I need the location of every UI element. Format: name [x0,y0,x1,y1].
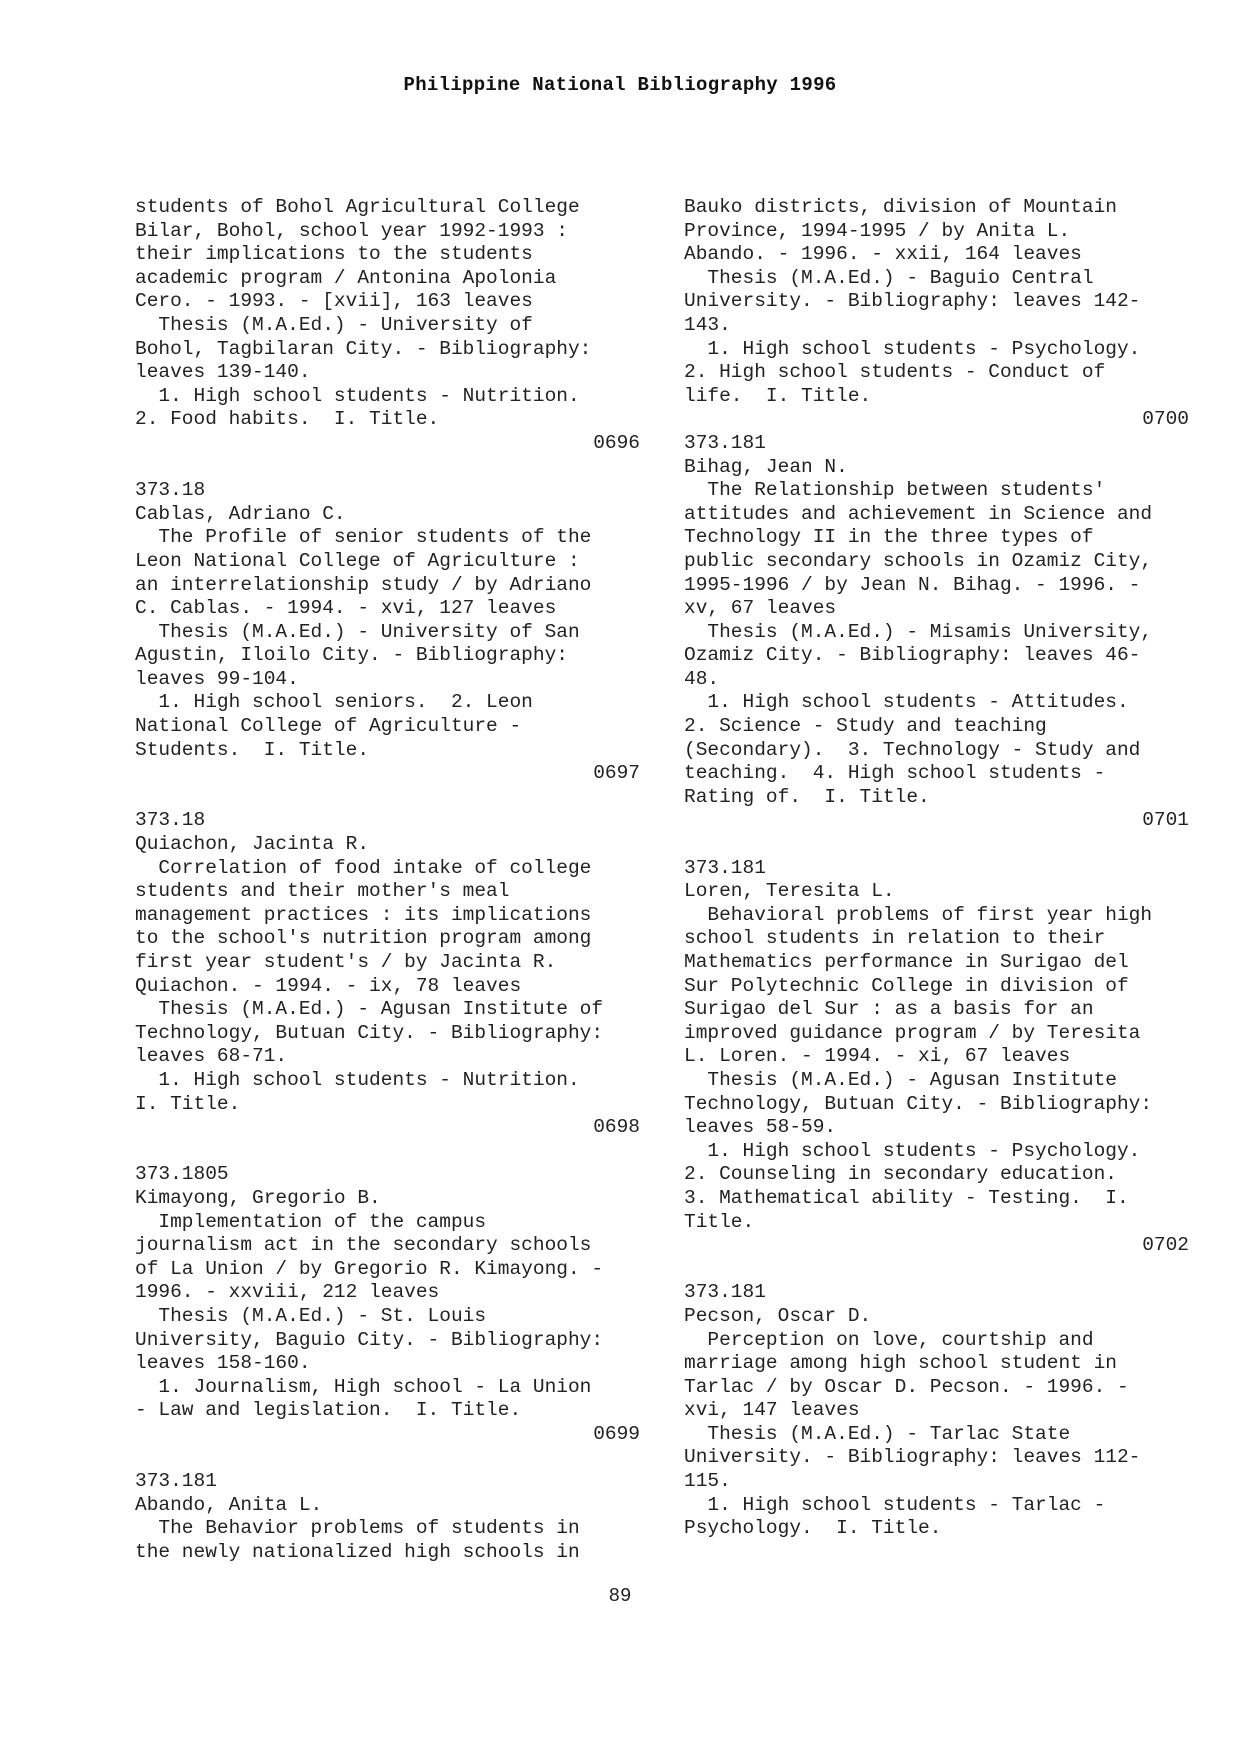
entry-line: an interrelationship study / by Adriano [135,573,592,596]
entry-line: Abando, Anita L. [135,1493,323,1516]
entry-line: leaves 158-160. [135,1352,311,1375]
entry-line: I. Title. [135,1092,241,1115]
entry-line: 1. Journalism, High school - La Union [135,1375,592,1398]
entry-line: their implications to the students [135,243,533,266]
entry-line: Surigao del Sur : as a basis for an [684,998,1094,1021]
entry-line: leaves 99-104. [135,667,299,690]
entry-line: Psychology. I. Title. [684,1517,942,1540]
entry-line: 373.181 [684,1281,766,1304]
bibliography-entry [684,196,1189,432]
entry-line: journalism act in the secondary schools [135,1234,592,1257]
entry-spacer [135,1140,640,1164]
left-column [135,196,640,1564]
entry-line: Thesis (M.A.Ed.) - Baguio Central [684,266,1094,289]
entry-line: life. I. Title. [684,384,872,407]
bibliography-entry [135,196,640,456]
entry-line: 1. High school students - Nutrition. [135,384,580,407]
entry-line: The Profile of senior students of the [135,526,592,549]
entry-line: 1996. - xxviii, 212 leaves [135,1281,440,1304]
entry-line: 1. High school students - Attitudes. [684,691,1129,714]
entry-line: Quiachon, Jacinta R. [135,833,370,856]
entry-line: improved guidance program / by Teresita [684,1021,1141,1044]
entry-line: Leon National College of Agriculture : [135,549,580,572]
entry-line: 373.18 [135,479,206,502]
entry-line: Province, 1994-1995 / by Anita L. [684,219,1071,242]
entry-line: 373.181 [684,431,766,454]
entry-line: Technology II in the three types of [684,526,1094,549]
entry-line: management practices : its implications [135,903,592,926]
entry-line: 2. Food habits. I. Title. [135,408,440,431]
entry-line: leaves 68-71. [135,1045,288,1068]
entry-line: 1. High school students - Psychology. [684,1139,1141,1162]
entry-line: 373.181 [135,1470,217,1493]
entry-line: 1995-1996 / by Jean N. Bihag. - 1996. - [684,573,1141,596]
entry-line: students and their mother's meal [135,880,510,903]
entry-line: Behavioral problems of first year high [684,903,1153,926]
entry-spacer [684,1258,1189,1282]
entry-line: Students. I. Title. [135,738,370,761]
entry-spacer [684,833,1189,857]
entry-line: 1. High school students - Nutrition. [135,1068,580,1091]
entry-line: Abando. - 1996. - xxii, 164 leaves [684,243,1082,266]
entry-line: Kimayong, Gregorio B. [135,1186,381,1209]
entry-line: Rating of. I. Title. [684,785,930,808]
entry-line: National College of Agriculture - [135,715,522,738]
entry-line: Sur Polytechnic College in division of [684,974,1129,997]
entry-line: 373.1805 [135,1163,229,1186]
entry-line: 373.18 [135,809,206,832]
entry-line: Correlation of food intake of college [135,856,592,879]
entry-line: 3. Mathematical ability - Testing. I. [684,1186,1129,1209]
page-number: 89 [608,1585,632,1607]
entry-line: 2. High school students - Conduct of [684,361,1106,384]
entry-line: - Law and legislation. I. Title. [135,1399,522,1422]
entry-number: 0698 [593,1116,640,1139]
entry-line: Thesis (M.A.Ed.) - Agusan Institute of [135,998,604,1021]
entry-line: of La Union / by Gregorio R. Kimayong. - [135,1257,604,1280]
entry-line: L. Loren. - 1994. - xi, 67 leaves [684,1045,1071,1068]
entry-line: Ozamiz City. - Bibliography: leaves 46- [684,644,1141,667]
entry-line: the newly nationalized high schools in [135,1540,580,1563]
entry-line: 1. High school students - Tarlac - [684,1493,1106,1516]
entry-line: Bohol, Tagbilaran City. - Bibliography: [135,337,592,360]
entry-line: Agustin, Iloilo City. - Bibliography: [135,644,568,667]
entry-line: public secondary schools in Ozamiz City, [684,549,1153,572]
entry-line: University, Baguio City. - Bibliography: [135,1328,604,1351]
entry-line: 1. High school seniors. 2. Leon [135,691,533,714]
entry-line: Thesis (M.A.Ed.) - Tarlac State [684,1422,1071,1445]
entry-line: xv, 67 leaves [684,597,837,620]
entry-line: 115. [684,1470,731,1493]
entry-number: 0697 [593,762,640,785]
entry-line: Implementation of the campus [135,1210,487,1233]
entry-line: marriage among high school student in [684,1352,1117,1375]
entry-number: 0699 [593,1422,640,1445]
entry-line: 143. [684,313,731,336]
entry-line: Thesis (M.A.Ed.) - University of [135,313,533,336]
entry-line: Perception on love, courtship and [684,1328,1094,1351]
entry-line: to the school's nutrition program among [135,927,592,950]
entry-line: 2. Science - Study and teaching [684,715,1047,738]
entry-line: 373.181 [684,856,766,879]
entry-line: leaves 58-59. [684,1116,837,1139]
entry-spacer [135,1446,640,1470]
bibliography-entry [684,432,1189,833]
entry-line: Cablas, Adriano C. [135,502,346,525]
entry-number: 0696 [593,431,640,454]
entry-line: Thesis (M.A.Ed.) - St. Louis [135,1304,487,1327]
entry-line: The Behavior problems of students in [135,1517,580,1540]
page-title: Philippine National Bibliography 1996 [403,74,837,96]
entry-line: Technology, Butuan City. - Bibliography: [684,1092,1153,1115]
entry-line: students of Bohol Agricultural College [135,196,580,218]
bibliography-entry [684,1281,1189,1541]
entry-number: 0700 [1142,408,1189,431]
entry-line: Bihag, Jean N. [684,455,848,478]
entry-line: The Relationship between students' [684,479,1106,502]
entry-line: (Secondary). 3. Technology - Study and [684,738,1141,761]
entry-number: 0701 [1142,809,1189,832]
entry-line: Pecson, Oscar D. [684,1304,872,1327]
entry-line: Thesis (M.A.Ed.) - University of San [135,620,580,643]
entry-line: Thesis (M.A.Ed.) - Misamis University, [684,620,1153,643]
entry-line: 2. Counseling in secondary education. [684,1163,1117,1186]
entry-line: Title. [684,1210,755,1233]
entry-spacer [135,786,640,810]
entry-number: 0702 [1142,1234,1189,1257]
bibliography-entry [135,809,640,1139]
bibliography-entry [135,479,640,786]
entry-line: Tarlac / by Oscar D. Pecson. - 1996. - [684,1375,1129,1398]
entry-line: Technology, Butuan City. - Bibliography: [135,1021,604,1044]
entry-line: University. - Bibliography: leaves 142- [684,290,1141,313]
entry-line: 48. [684,667,720,690]
entry-line: school students in relation to their [684,927,1106,950]
bibliography-entry [135,1470,640,1564]
bibliography-entry [684,857,1189,1258]
entry-line: Mathematics performance in Surigao del [684,951,1129,973]
entry-line: Quiachon. - 1994. - ix, 78 leaves [135,974,522,997]
entry-line: xvi, 147 leaves [684,1399,860,1422]
right-column [684,196,1189,1541]
entry-line: Thesis (M.A.Ed.) - Agusan Institute [684,1068,1117,1091]
entry-line: Bilar, Bohol, school year 1992-1993 : [135,219,568,242]
entry-line: leaves 139-140. [135,361,311,384]
entry-line: Bauko districts, division of Mountain [684,196,1117,218]
entry-line: attitudes and achievement in Science and [684,502,1153,525]
entry-line: first year student's / by Jacinta R. [135,951,557,973]
entry-line: University. - Bibliography: leaves 112- [684,1446,1141,1469]
entry-line: Cero. - 1993. - [xvii], 163 leaves [135,290,533,313]
entry-line: teaching. 4. High school students - [684,762,1106,785]
entry-line: academic program / Antonina Apolonia [135,266,557,289]
entry-spacer [135,456,640,480]
bibliography-entry [135,1163,640,1446]
entry-line: C. Cablas. - 1994. - xvi, 127 leaves [135,597,557,620]
entry-line: 1. High school students - Psychology. [684,337,1141,360]
entry-line: Loren, Teresita L. [684,880,895,903]
